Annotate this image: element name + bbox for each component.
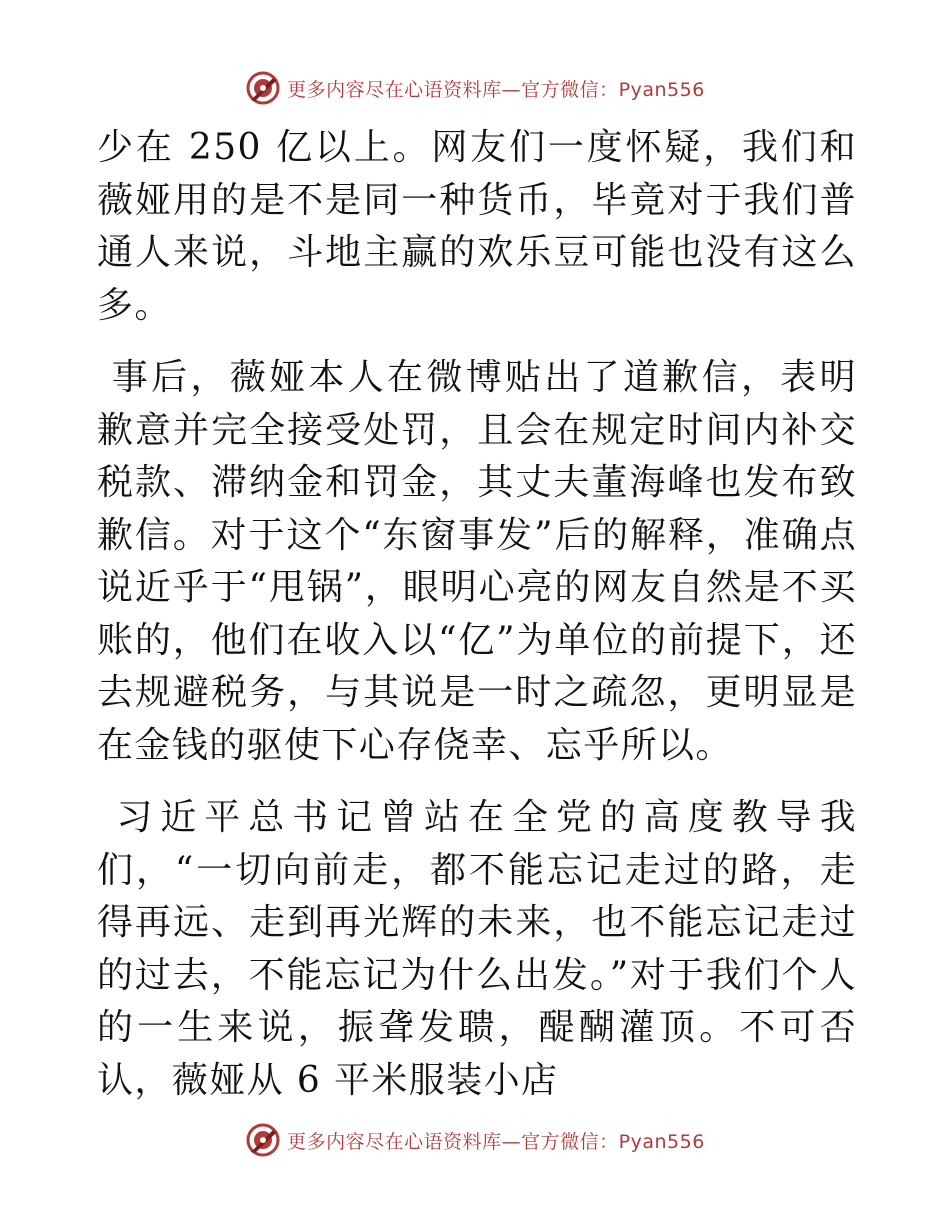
header-banner-text: 更多内容尽在心语资料库—官方微信：Pyan556	[287, 78, 705, 101]
footer-banner	[0, 1122, 950, 1158]
header-banner	[0, 70, 950, 106]
quill-seal-logo-icon	[245, 70, 281, 106]
paragraph-1: 少在 250 亿以上。网友们一度怀疑，我们和薇娅用的是不是同一种货币，毕竟对于我们普通人来说，斗地主赢的欢乐豆可能也没有这么多。	[97, 127, 857, 326]
quill-seal-logo-icon	[245, 1122, 281, 1158]
paragraph-3: 习近平总书记曾站在全党的高度教导我们，“一切向前走，都不能忘记走过的路，走得再远、走到再光辉的未来，也不能忘记走过的过去，不能忘记为什么出发。”对于我们个人的一生来说，振聋发聩，醍醐灌顶。不可否认，薇娅从 6 平米服装小店	[97, 797, 858, 1101]
document-body	[97, 122, 857, 1107]
footer-banner-text: 更多内容尽在心语资料库—官方微信：Pyan556	[287, 1130, 705, 1153]
paragraph-2: 事后，薇娅本人在微博贴出了道歉信，表明歉意并完全接受处罚，且会在规定时间内补交税款、滞纳金和罚金，其丈夫董海峰也发布致歉信。对于这个“东窗事发”后的解释，准确点说近乎于“甩锅”，眼明心亮的网友自然是不买账的，他们在收入以“亿”为单位的前提下，还去规避税务，与其说是一时之疏忽，更明显是在金钱的驱使下心存侥幸、忘乎所以。	[97, 357, 858, 766]
